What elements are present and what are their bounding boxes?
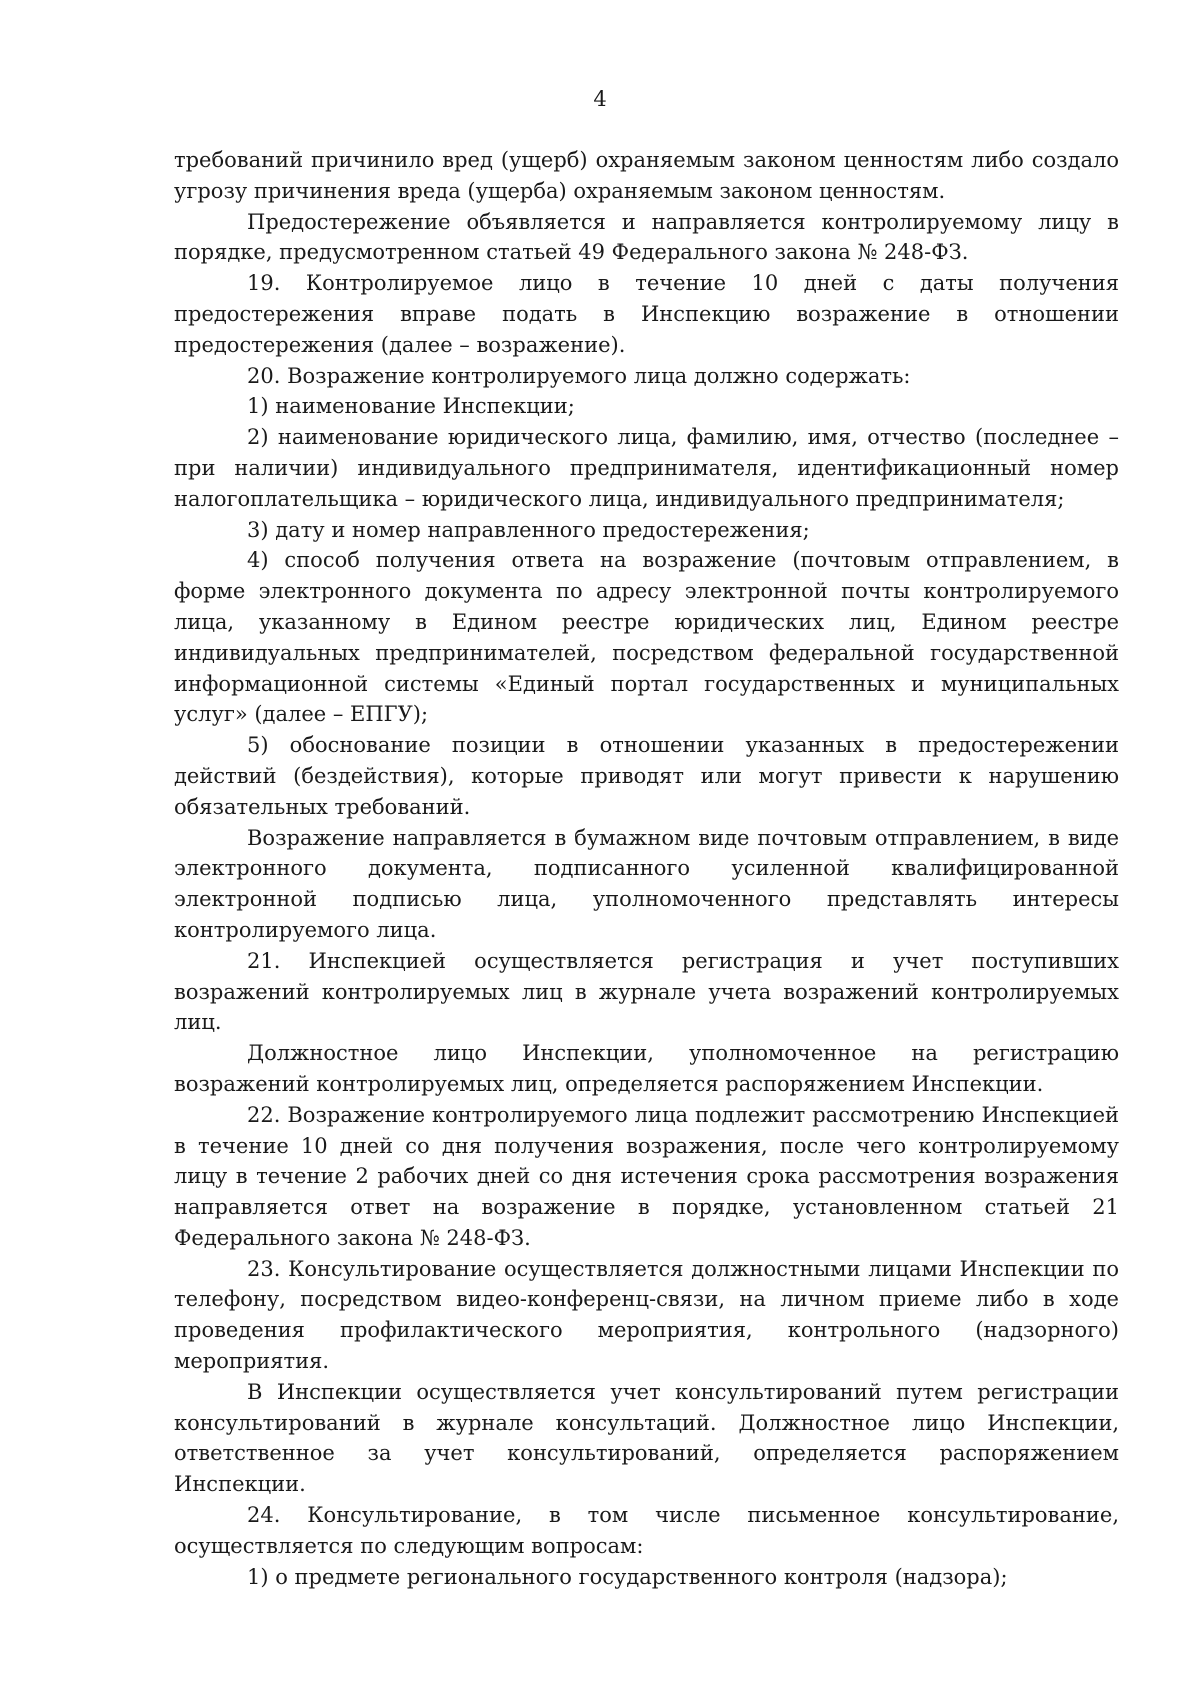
paragraph-consultation-accounting: В Инспекции осуществляется учет консультирований путем регистрации консультирований в журнале консультаций. Должностное лицо Инспекции, ответственное за учет консультирований, определяется распоряжением Инспекции. <box>174 1379 1119 1497</box>
document-body <box>174 145 1119 1592</box>
paragraph-item-20-5: 5) обоснование позиции в отношении указанных в предостережении действий (бездействия), которые приводят или могут привести к нарушению обязательных требований. <box>174 733 1119 819</box>
paragraph-item-20-3: 3) дату и номер направленного предостережения; <box>247 517 810 542</box>
paragraph-item-23: 23. Консультирование осуществляется должностными лицами Инспекции по телефону, посредством видео-конференц-связи, на личном приеме либо в ходе проведения профилактического мероприятия, контрольного (надзорного) мероприятия. <box>174 1256 1119 1374</box>
paragraph-item-24-1: 1) о предмете регионального государственного контроля (надзора); <box>247 1564 1008 1589</box>
page-number: 4 <box>593 87 607 111</box>
paragraph-item-20-1: 1) наименование Инспекции; <box>247 394 575 419</box>
paragraph-item-19: 19. Контролируемое лицо в течение 10 дней с даты получения предостережения вправе подать в Инспекцию возражение в отношении предостережения (далее – возражение). <box>174 271 1119 357</box>
paragraph-item-20-2: 2) наименование юридического лица, фамилию, имя, отчество (последнее – при наличии) индивидуального предпринимателя, идентификационный номер налогоплательщика – юридического лица, индивидуального предпринимателя; <box>174 425 1119 511</box>
paragraph-item-21: 21. Инспекцией осуществляется регистрация и учет поступивших возражений контролируемых лиц в журнале учета возражений контролируемых лиц. <box>174 948 1119 1035</box>
paragraph-continuation: требований причинило вред (ущерб) охраняемым законом ценностям либо создало угрозу причинения вреда (ущерба) охраняемым законом ценностям. <box>174 148 1119 203</box>
paragraph-item-22: 22. Возражение контролируемого лица подлежит рассмотрению Инспекцией в течение 10 дней со дня получения возражения, после чего контролируемому лицу в течение 2 рабочих дней со дня истечения срока рассмотрения возражения направляется ответ на возражение в порядке, установленном статьей 21 Федерального закона № 248-ФЗ. <box>174 1102 1119 1250</box>
paragraph-item-20: 20. Возражение контролируемого лица должно содержать: <box>247 363 911 388</box>
paragraph-warning-announcement: Предостережение объявляется и направляется контролируемому лицу в порядке, предусмотренном статьей 49 Федерального закона № 248-ФЗ. <box>174 209 1119 265</box>
paragraph-item-24: 24. Консультирование, в том числе письменное консультирование, осуществляется по следующим вопросам: <box>174 1503 1119 1558</box>
paragraph-objection-delivery: Возражение направляется в бумажном виде почтовым отправлением, в виде электронного документа, подписанного усиленной квалифицированной электронной подписью лица, уполномоченного представлять интересы контролируемого лица. <box>174 825 1119 942</box>
paragraph-item-20-4: 4) способ получения ответа на возражение (почтовым отправлением, в форме электронного документа по адресу электронной почты контролируемого лица, указанному в Едином реестре юридических лиц, Едином реестре индивидуальных предпринимателей, посредством федеральной государственной информационной системы «Единый портал государственных и муниципальных услуг» (далее – ЕПГУ); <box>174 548 1119 727</box>
paragraph-responsible-official: Должностное лицо Инспекции, уполномоченное на регистрацию возражений контролируемых лиц, определяется распоряжением Инспекции. <box>174 1041 1119 1096</box>
